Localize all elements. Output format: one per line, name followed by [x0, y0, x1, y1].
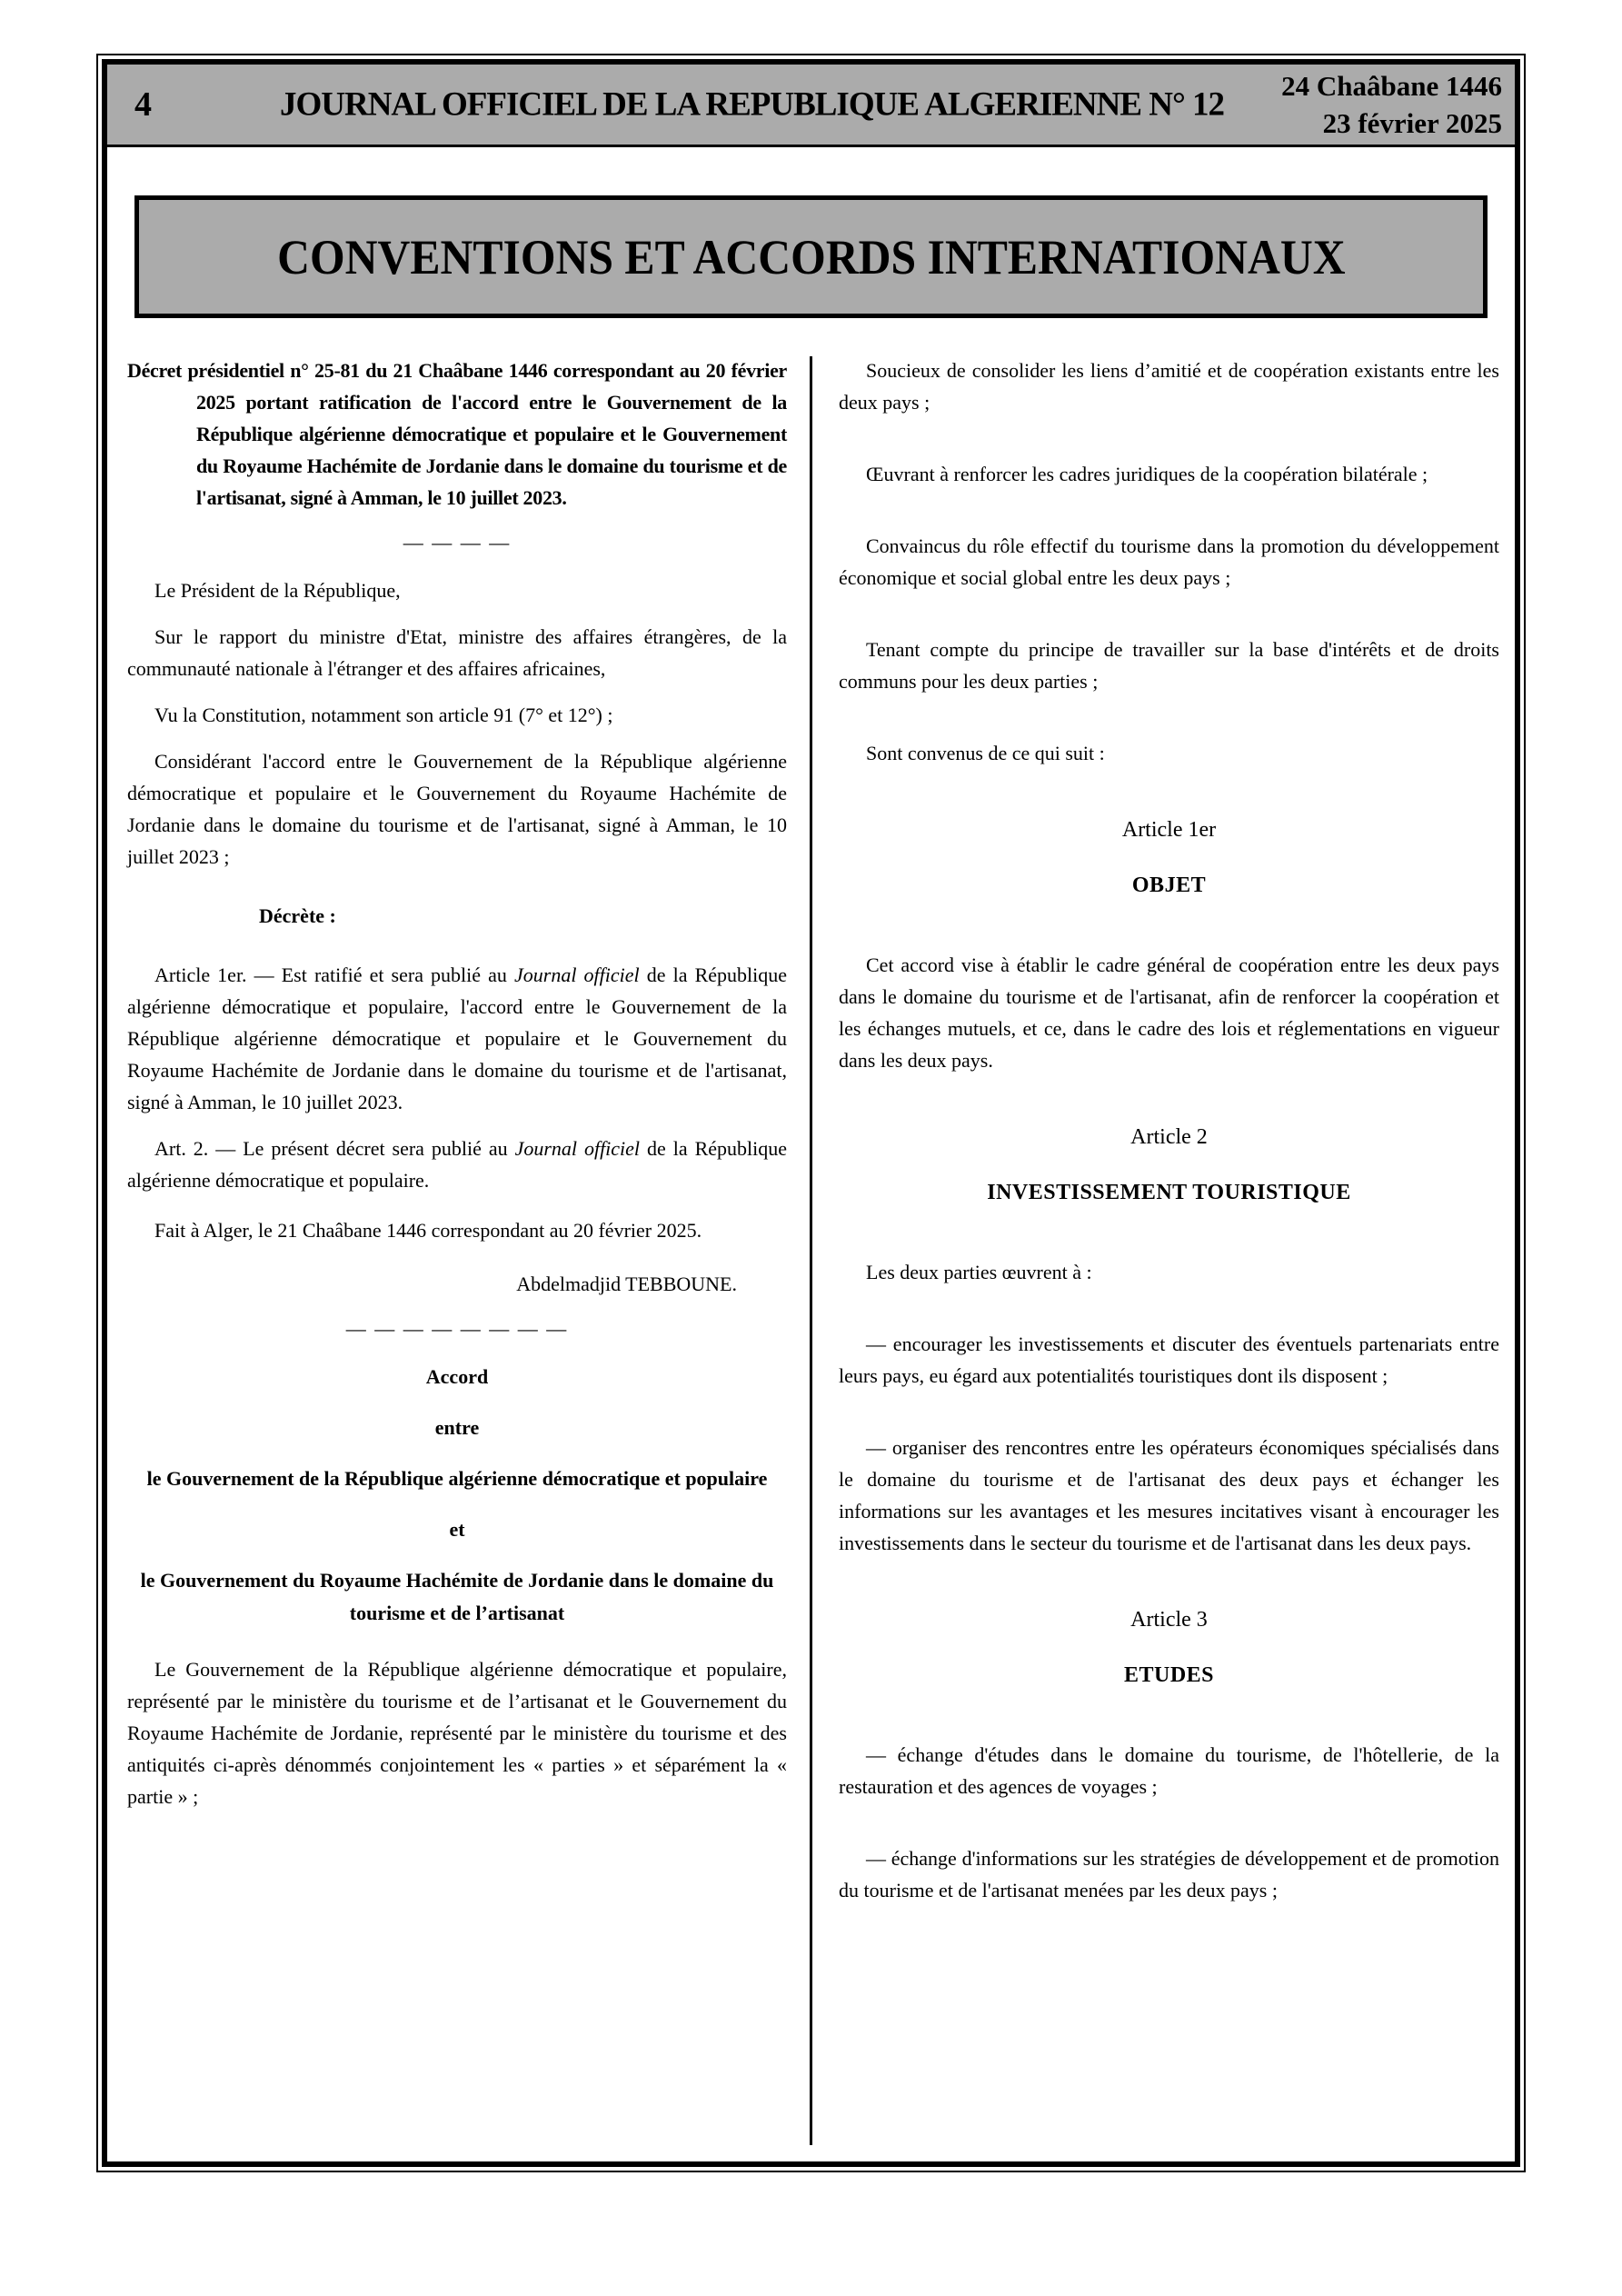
list-item-echange-etudes: — échange d'études dans le domaine du tourisme, de l'hôtellerie, de la restauration et des agences de voyages ; [839, 1743, 1499, 1798]
paragraph-preamble: Le Gouvernement de la République algérienne démocratique et populaire, représenté par le ministère du tourisme et de l’artisanat et le Gouvernement du Royaume Hachémite de Jordanie, représenté par le ministère du tourisme et des antiquités ci-après dénommés conjointement les « parties » et séparément la « partie » ; [127, 1658, 787, 1808]
paragraph-parties-oeuvrent: Les deux parties œuvrent à : [866, 1261, 1092, 1283]
accord-heading-line2: entre [434, 1416, 480, 1439]
issue-dates [1281, 67, 1502, 142]
article-1-title: OBJET [1131, 873, 1207, 897]
article-1-text: Article 1er. — Est ratifié et sera publié au [154, 963, 515, 986]
column-left [127, 354, 787, 1812]
journal-officiel-italic: Journal officiel [514, 1137, 641, 1160]
paragraph-article-2 [127, 1133, 787, 1196]
paragraph-considerant: Considérant l'accord entre le Gouvernement de la République algérienne démocratique et populaire et le Gouvernement du Royaume Hachémite de Jordanie dans le domaine du tourisme et de l'artisanat, signé à Amman, le 10 juillet 2023 ; [127, 750, 787, 868]
page-frame [96, 54, 1526, 2172]
paragraph-article-1 [127, 959, 787, 1118]
article-1-text-end: de la République algérienne démocratique et populaire, l'accord entre le Gouvernement de la République algérienne démocratique et populaire et le Gouvernement du Royaume Hachémite de Jordanie dans le domaine du tourisme et de l'artisanat, signé à Amman, le 10 juillet 2023. [127, 963, 788, 1113]
accord-heading-line4: et [449, 1518, 465, 1541]
article-2-title: INVESTISSEMENT TOURISTIQUE [987, 1181, 1351, 1204]
paragraph-convenus: Sont convenus de ce qui suit : [866, 742, 1105, 764]
page-frame-inner [102, 59, 1520, 2167]
paragraph-convaincus: Convaincus du rôle effectif du tourisme dans la promotion du développement économique et social global entre les deux pays ; [839, 534, 1499, 589]
page-number: 4 [134, 85, 152, 124]
article-3-label: Article 3 [1130, 1608, 1208, 1632]
signature: Abdelmadjid TEBBOUNE. [516, 1273, 737, 1295]
paragraph-fait-a-alger: Fait à Alger, le 21 Chaâbane 1446 correspondant au 20 février 2025. [154, 1219, 702, 1242]
paragraph-president: Le Président de la République, [154, 579, 401, 602]
section-banner [134, 195, 1488, 318]
journal-officiel-italic: Journal officiel [514, 963, 640, 986]
article-1-label: Article 1er [1121, 818, 1217, 842]
date-hijri: 24 Chaâbane 1446 [1281, 70, 1502, 102]
paragraph-tenant: Tenant compte du principe de travailler sur la base d'intérêts et de droits communs pour les deux parties ; [839, 638, 1499, 693]
section-banner-title: CONVENTIONS ET ACCORDS INTERNATIONAUX [276, 229, 1346, 285]
paragraph-soucieux: Soucieux de consolider les liens d’amitié et de coopération existants entre les deux pays ; [839, 359, 1499, 414]
separator-dashes-long: — — — — — — — — [345, 1317, 569, 1340]
column-right [839, 354, 1499, 1906]
paragraph-constitution: Vu la Constitution, notamment son article 91 (7° et 12°) ; [154, 704, 613, 726]
date-gregorian: 23 février 2025 [1322, 107, 1502, 139]
accord-heading-line1: Accord [425, 1365, 489, 1388]
decree-heading: Décret présidentiel n° 25-81 du 21 Chaâbane 1446 correspondant au 20 février 2025 portant ratification de l'accord entre le Gouvernement de la République algérienne démocratique et populaire et le Gouvernement du Royaume Hachémite de Jordanie dans le domaine du tourisme et de l'artisanat, signé à Amman, le 10 juillet 2023. [127, 359, 787, 509]
decrete-heading: Décrète : [259, 904, 336, 927]
list-item-encourager: — encourager les investissements et discuter des éventuels partenariats entre leurs pays, eu égard aux potentialités touristiques dont ils disposent ; [839, 1333, 1499, 1387]
accord-heading-line3: le Gouvernement de la République algérienne démocratique et populaire [146, 1467, 768, 1490]
paragraph-objet: Cet accord vise à établir le cadre général de coopération entre les deux pays dans le domaine du tourisme et de l'artisanat, afin de renforcer la coopération et les échanges mutuels, et ce, dans le cadre des lois et réglementations en vigueur dans les deux pays. [839, 953, 1499, 1072]
paragraph-oeuvrant: Œuvrant à renforcer les cadres juridiques de la coopération bilatérale ; [866, 463, 1428, 485]
article-3-title: ETUDES [1123, 1663, 1215, 1687]
two-column-body [107, 354, 1515, 1906]
list-item-echange-informations: — échange d'informations sur les stratégies de développement et de promotion du tourisme et de l'artisanat menées par les deux pays ; [839, 1847, 1499, 1902]
paragraph-rapport: Sur le rapport du ministre d'Etat, ministre des affaires étrangères, de la communauté nationale à l'étranger et des affaires africaines, [127, 625, 787, 680]
article-2-label: Article 2 [1130, 1125, 1208, 1149]
column-divider-rule [810, 356, 812, 2145]
accord-heading-line5: le Gouvernement du Royaume Hachémite de Jordanie dans le domaine du tourisme et de l’artisanat [140, 1569, 774, 1624]
journal-title: JOURNAL OFFICIEL DE LA REPUBLIQUE ALGERIENNE N° 12 [279, 85, 1225, 124]
list-item-organiser: — organiser des rencontres entre les opérateurs économiques spécialisés dans le domaine du tourisme et de l'artisanat des deux pays et échanger les informations sur les avantages et les mesures incitatives visant à encourager les investissements dans le secteur du tourisme et de l'artisanat dans les deux pays. [839, 1436, 1499, 1554]
separator-dashes: — — — — [403, 531, 512, 554]
masthead [107, 65, 1515, 147]
article-2-text: Art. 2. — Le présent décret sera publié au [154, 1137, 515, 1160]
article-2-text-end: de la République algérienne démocratique et populaire. [127, 1137, 787, 1192]
